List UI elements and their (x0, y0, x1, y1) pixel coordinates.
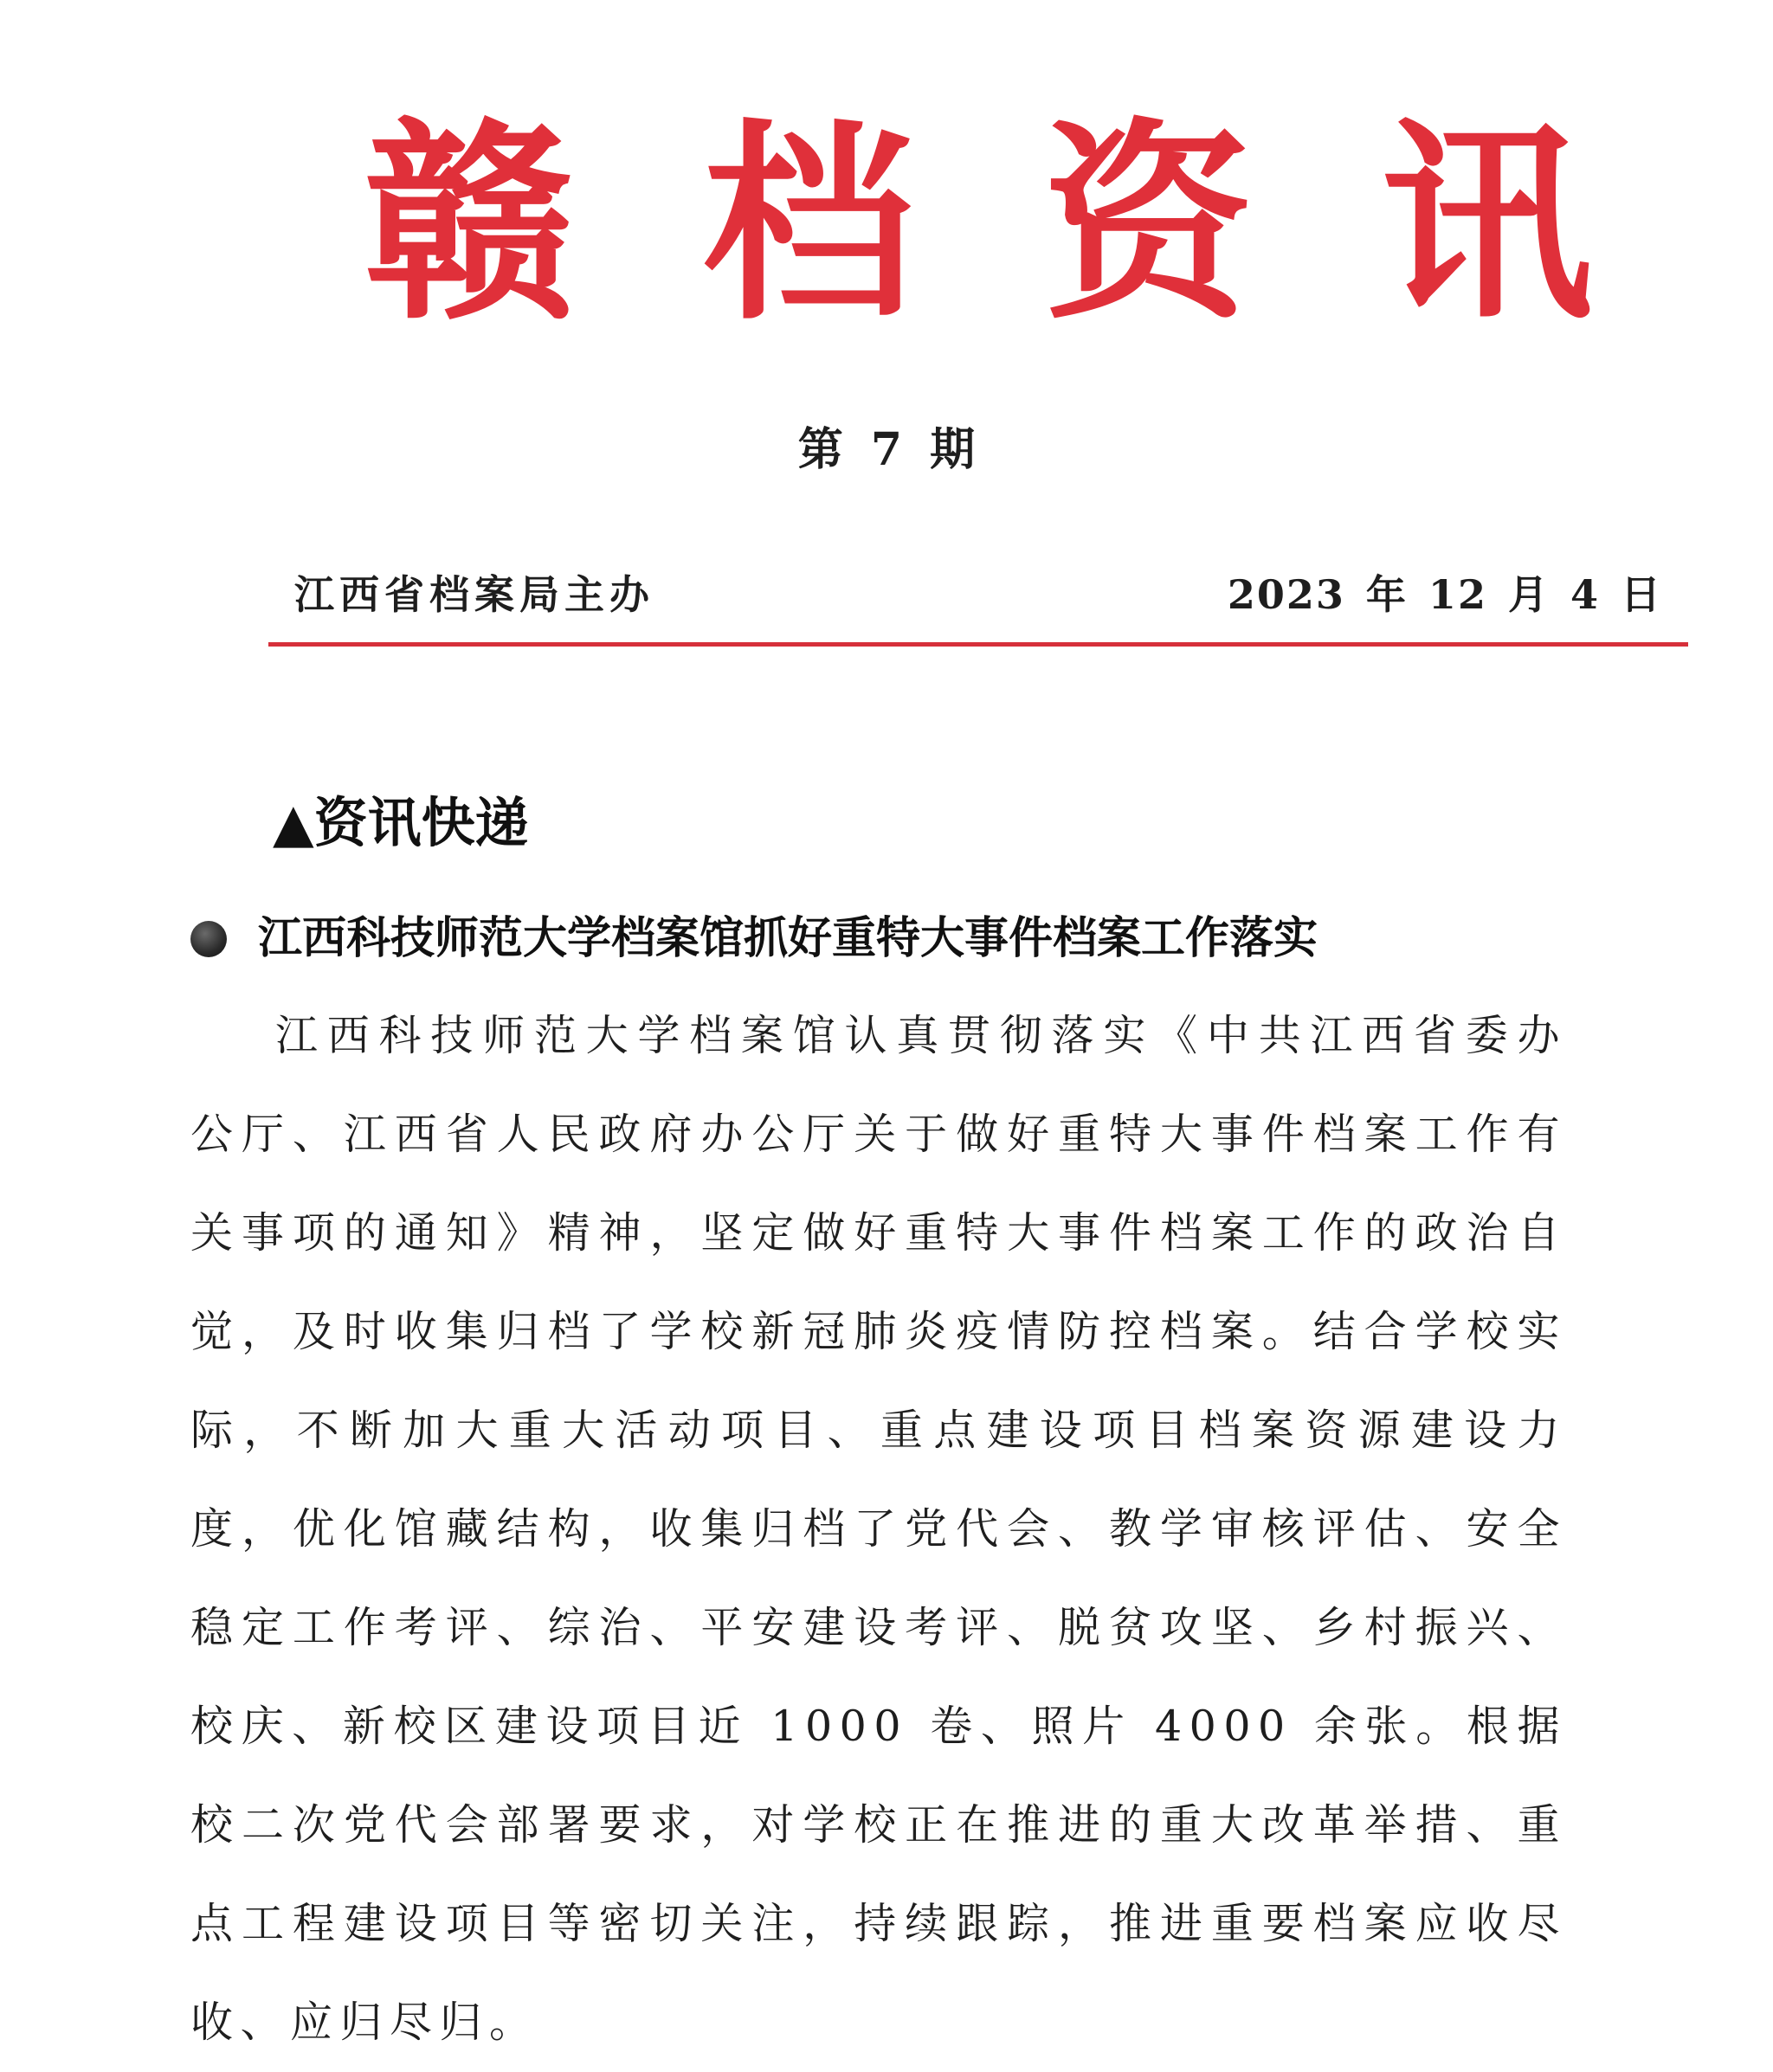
masthead-char-2: 档 (702, 101, 915, 348)
article-title: 江西科技师范大学档案馆抓好重特大事件档案工作落实 (258, 913, 1318, 964)
header-divider (268, 642, 1688, 647)
article-title-row (190, 900, 1318, 978)
article-body: 江西科技师范大学档案馆认真贯彻落实《中共江西省委办公厅、江西省人民政府办公厅关于做好重特大事件档案工作有关事项的通知》精神，坚定做好重特大事件档案工作的政治自觉，及时收集归档了学校新冠肺炎疫情防控档案。结合学校实际，不断加大重大活动项目、重点建设项目档案资源建设力度，优化馆藏结构，收集归档了党代会、教学审核评估、安全稳定工作考评、综治、平安建设考评、脱贫攻坚、乡村振兴、校庆、新校区建设项目近 1000 卷、照片 4000 余张。根据校二次党代会部署要求，对学校正在推进的重大改革举措、重点工程建设项目等密切关注，持续跟踪，推进重要档案应收尽收、应归尽归。 (190, 1011, 1567, 2047)
masthead-char-3: 资 (1041, 101, 1254, 348)
bullet-icon (190, 921, 227, 957)
section-heading: ▲资讯快递 (273, 791, 529, 854)
masthead-title (364, 101, 1593, 348)
masthead-char-4: 讯 (1380, 101, 1593, 348)
issue-number: 第 7 期 (797, 423, 976, 476)
masthead-char-1: 赣 (364, 101, 576, 348)
publication-date: 2023 年 12 月 4 日 (1227, 571, 1662, 618)
sponsor-line: 江西省档案局主办 (294, 571, 654, 618)
